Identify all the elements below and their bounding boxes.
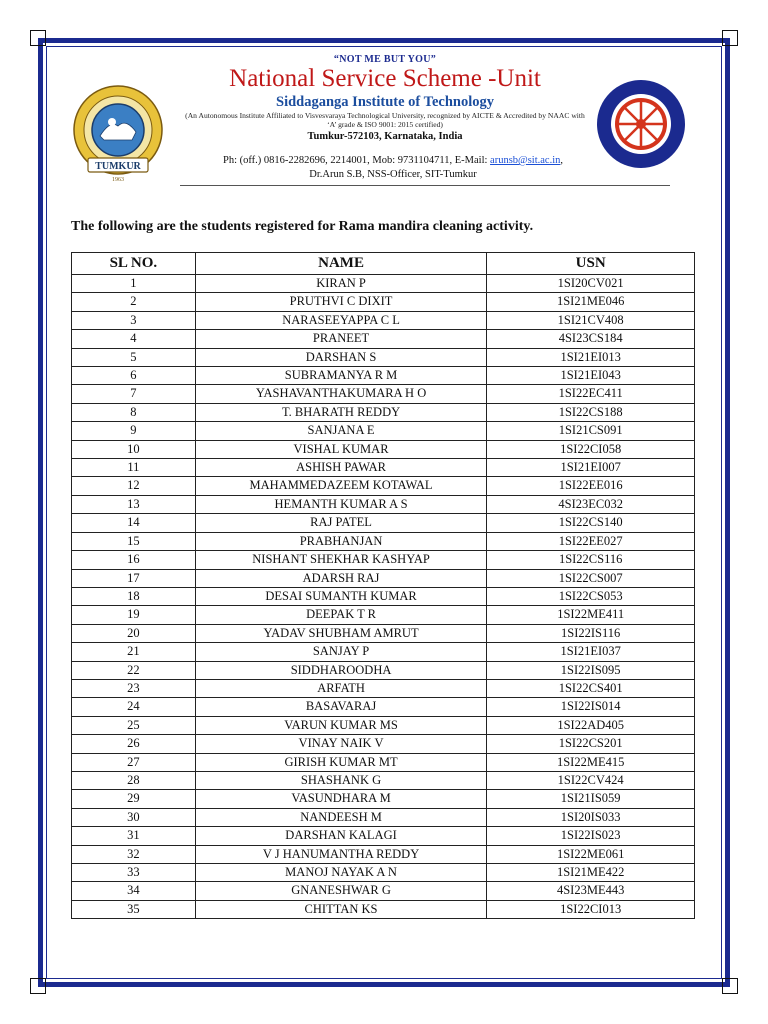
cell-sl-no: 20 — [72, 624, 196, 642]
cell-usn: 1SI22ME061 — [487, 845, 695, 863]
cell-name: GIRISH KUMAR MT — [195, 753, 487, 771]
cell-name: VISHAL KUMAR — [195, 440, 487, 458]
cell-usn: 1SI22AD405 — [487, 716, 695, 734]
table-row — [72, 882, 695, 900]
cell-sl-no: 34 — [72, 882, 196, 900]
cell-name: DEEPAK T R — [195, 606, 487, 624]
motto: “NOT ME BUT YOU” — [333, 54, 437, 65]
cell-sl-no: 15 — [72, 532, 196, 550]
cell-sl-no: 5 — [72, 348, 196, 366]
cell-name: V J HANUMANTHA REDDY — [195, 845, 487, 863]
cell-sl-no: 13 — [72, 495, 196, 513]
cell-name: ASHISH PAWAR — [195, 459, 487, 477]
cell-name: NISHANT SHEKHAR KASHYAP — [195, 551, 487, 569]
cell-usn: 1SI22CS201 — [487, 735, 695, 753]
cell-name: PRUTHVI C DIXIT — [195, 293, 487, 311]
cell-name: SANJAY P — [195, 643, 487, 661]
table-row — [72, 330, 695, 348]
officer-line: Dr.Arun S.B, NSS-Officer, SIT-Tumkur — [309, 169, 477, 180]
cell-name: PRABHANJAN — [195, 532, 487, 550]
cell-usn: 1SI22CI013 — [487, 900, 695, 918]
cell-sl-no: 17 — [72, 569, 196, 587]
cell-name: VARUN KUMAR MS — [195, 716, 487, 734]
phone-suffix: , — [560, 155, 563, 166]
cell-sl-no: 10 — [72, 440, 196, 458]
cell-sl-no: 12 — [72, 477, 196, 495]
table-row — [72, 422, 695, 440]
cell-sl-no: 18 — [72, 587, 196, 605]
cell-usn: 1SI21IS059 — [487, 790, 695, 808]
table-row — [72, 459, 695, 477]
institute-address: Tumkur-572103, Karnataka, India — [307, 131, 463, 142]
cell-sl-no: 6 — [72, 367, 196, 385]
cell-sl-no: 27 — [72, 753, 196, 771]
cell-usn: 1SI21EI007 — [487, 459, 695, 477]
cell-name: DARSHAN S — [195, 348, 487, 366]
cell-name: MANOJ NAYAK A N — [195, 864, 487, 882]
cell-usn: 1SI22IS095 — [487, 661, 695, 679]
table-row — [72, 385, 695, 403]
cell-sl-no: 16 — [72, 551, 196, 569]
cell-sl-no: 9 — [72, 422, 196, 440]
table-row — [72, 275, 695, 293]
cell-usn: 1SI21EI043 — [487, 367, 695, 385]
cell-usn: 1SI22IS116 — [487, 624, 695, 642]
table-row — [72, 440, 695, 458]
phone-text: Ph: (off.) 0816-2282696, 2214001, Mob: 9731104711, E-Mail: — [222, 155, 491, 166]
cell-name: VASUNDHARA M — [195, 790, 487, 808]
column-header-name: NAME — [195, 253, 487, 275]
cell-name: BASAVARAJ — [195, 698, 487, 716]
table-row — [72, 532, 695, 550]
cell-name: VINAY NAIK V — [195, 735, 487, 753]
cell-sl-no: 24 — [72, 698, 196, 716]
letterhead-text — [180, 52, 590, 143]
cell-usn: 1SI21EI013 — [487, 348, 695, 366]
cell-name: ARFATH — [195, 679, 487, 697]
cell-usn: 1SI22CI058 — [487, 440, 695, 458]
cell-usn: 1SI21CS091 — [487, 422, 695, 440]
cell-usn: 1SI22CS188 — [487, 403, 695, 421]
cell-name: MAHAMMEDAZEEM KOTAWAL — [195, 477, 487, 495]
cell-sl-no: 29 — [72, 790, 196, 808]
table-row — [72, 643, 695, 661]
table-header-row — [72, 253, 695, 275]
cell-usn: 1SI20CV021 — [487, 275, 695, 293]
table-row — [72, 514, 695, 532]
cell-usn: 1SI21EI037 — [487, 643, 695, 661]
cell-name: DESAI SUMANTH KUMAR — [195, 587, 487, 605]
table-row — [72, 864, 695, 882]
table-row — [72, 716, 695, 734]
cell-usn: 1SI22CS116 — [487, 551, 695, 569]
cell-name: YADAV SHUBHAM AMRUT — [195, 624, 487, 642]
table-row — [72, 790, 695, 808]
cell-name: NARASEEYAPPA C L — [195, 311, 487, 329]
cell-sl-no: 2 — [72, 293, 196, 311]
logo-year-text: 1963 — [112, 177, 124, 183]
table-row — [72, 311, 695, 329]
corner-ornament — [30, 30, 46, 46]
cell-name: CHITTAN KS — [195, 900, 487, 918]
cell-usn: 1SI22CV424 — [487, 771, 695, 789]
cell-usn: 4SI23CS184 — [487, 330, 695, 348]
cell-name: GNANESHWAR G — [195, 882, 487, 900]
table-row — [72, 348, 695, 366]
table-row — [72, 771, 695, 789]
cell-sl-no: 23 — [72, 679, 196, 697]
cell-name: SIDDHAROODHA — [195, 661, 487, 679]
table-row — [72, 569, 695, 587]
table-row — [72, 624, 695, 642]
cell-usn: 1SI22CS140 — [487, 514, 695, 532]
contact-line — [178, 154, 608, 167]
cell-usn: 1SI22IS023 — [487, 827, 695, 845]
cell-sl-no: 28 — [72, 771, 196, 789]
cell-usn: 1SI22IS014 — [487, 698, 695, 716]
cell-sl-no: 3 — [72, 311, 196, 329]
letterhead — [60, 52, 708, 192]
cell-name: NANDEESH M — [195, 808, 487, 826]
corner-ornament — [722, 978, 738, 994]
table-row — [72, 827, 695, 845]
cell-usn: 1SI22CS053 — [487, 587, 695, 605]
header-rule — [180, 185, 670, 186]
cell-sl-no: 1 — [72, 275, 196, 293]
cell-sl-no: 33 — [72, 864, 196, 882]
cell-name: HEMANTH KUMAR A S — [195, 495, 487, 513]
cell-sl-no: 19 — [72, 606, 196, 624]
cell-name: RAJ PATEL — [195, 514, 487, 532]
cell-usn: 1SI21ME422 — [487, 864, 695, 882]
cell-sl-no: 14 — [72, 514, 196, 532]
table-row — [72, 551, 695, 569]
table-row — [72, 753, 695, 771]
cell-name: T. BHARATH REDDY — [195, 403, 487, 421]
corner-ornament — [30, 978, 46, 994]
cell-sl-no: 22 — [72, 661, 196, 679]
cell-sl-no: 8 — [72, 403, 196, 421]
sit-logo-icon — [66, 82, 170, 186]
cell-name: PRANEET — [195, 330, 487, 348]
email-link[interactable]: arunsb@sit.ac.in — [490, 155, 561, 166]
cell-usn: 1SI20IS033 — [487, 808, 695, 826]
cell-sl-no: 7 — [72, 385, 196, 403]
cell-sl-no: 30 — [72, 808, 196, 826]
table-row — [72, 587, 695, 605]
table-row — [72, 679, 695, 697]
table-row — [72, 661, 695, 679]
cell-usn: 1SI22EE027 — [487, 532, 695, 550]
cell-sl-no: 11 — [72, 459, 196, 477]
cell-usn: 1SI22EC411 — [487, 385, 695, 403]
cell-usn: 4SI23EC032 — [487, 495, 695, 513]
column-header-usn: USN — [487, 253, 695, 275]
cell-name: SANJANA E — [195, 422, 487, 440]
cell-name: SHASHANK G — [195, 771, 487, 789]
table-row — [72, 900, 695, 918]
unit-title: National Service Scheme -Unit — [229, 65, 541, 92]
table-row — [72, 495, 695, 513]
nss-logo-icon — [595, 78, 687, 170]
cell-name: SUBRAMANYA R M — [195, 367, 487, 385]
institute-name: Siddaganga Institute of Technology — [276, 94, 494, 110]
cell-name: KIRAN P — [195, 275, 487, 293]
corner-ornament — [722, 30, 738, 46]
cell-usn: 1SI22ME415 — [487, 753, 695, 771]
cell-usn: 1SI22EE016 — [487, 477, 695, 495]
intro-text: The following are the students registered for Rama mandira cleaning activity. — [71, 219, 534, 234]
cell-sl-no: 4 — [72, 330, 196, 348]
table-row — [72, 845, 695, 863]
logo-banner-text: TUMKUR — [95, 161, 141, 172]
cell-sl-no: 31 — [72, 827, 196, 845]
cell-sl-no: 25 — [72, 716, 196, 734]
cell-sl-no: 21 — [72, 643, 196, 661]
cell-name: YASHAVANTHAKUMARA H O — [195, 385, 487, 403]
cell-usn: 1SI22ME411 — [487, 606, 695, 624]
table-row — [72, 477, 695, 495]
cell-name: ADARSH RAJ — [195, 569, 487, 587]
cell-usn: 1SI21ME046 — [487, 293, 695, 311]
table-row — [72, 293, 695, 311]
institute-subtitle: (An Autonomous Institute Affiliated to Visvesvaraya Technological University, recognized by AICTE & Accredited by NAAC with ‘A’ grade & ISO 9001: 2015 certified) — [185, 111, 585, 129]
cell-usn: 4SI23ME443 — [487, 882, 695, 900]
table-row — [72, 735, 695, 753]
table-row — [72, 606, 695, 624]
table-row — [72, 367, 695, 385]
cell-sl-no: 26 — [72, 735, 196, 753]
table-row — [72, 698, 695, 716]
cell-sl-no: 35 — [72, 900, 196, 918]
cell-usn: 1SI22CS401 — [487, 679, 695, 697]
cell-usn: 1SI21CV408 — [487, 311, 695, 329]
registration-table — [71, 252, 695, 919]
table-row — [72, 808, 695, 826]
cell-name: DARSHAN KALAGI — [195, 827, 487, 845]
column-header-sl-no: SL NO. — [72, 253, 196, 275]
cell-sl-no: 32 — [72, 845, 196, 863]
table-row — [72, 403, 695, 421]
cell-usn: 1SI22CS007 — [487, 569, 695, 587]
